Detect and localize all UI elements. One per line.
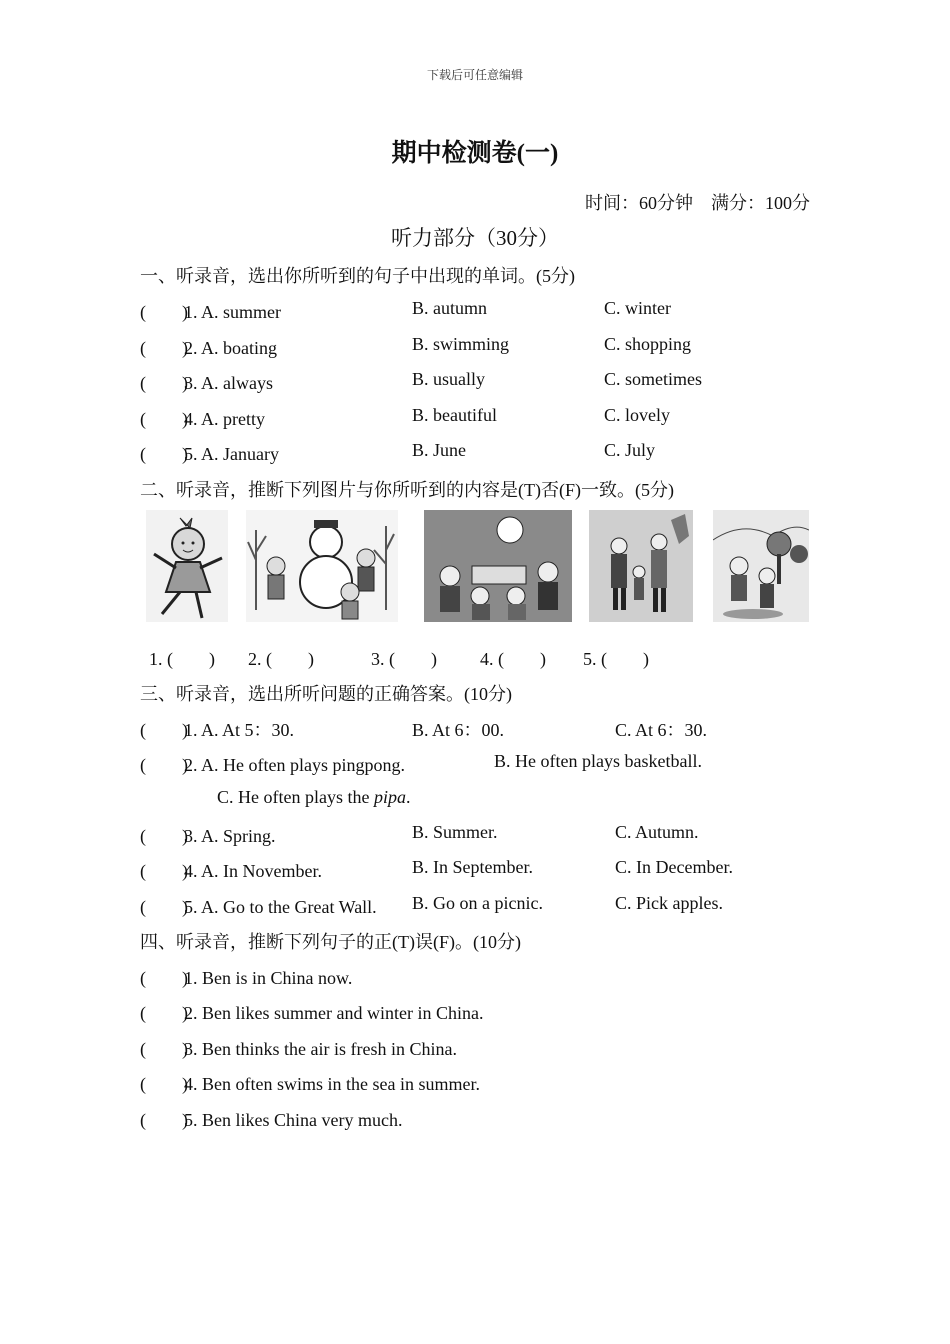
sec3-q1 xyxy=(140,716,294,742)
sec3-q4-c: C. In December. xyxy=(615,857,733,877)
answer-paren[interactable]: ( ) xyxy=(140,444,188,464)
sec1-q5-b: B. June xyxy=(412,440,466,460)
statement-text: 5. Ben likes China very much. xyxy=(184,1110,403,1130)
answer-paren[interactable]: ( ) xyxy=(140,1039,188,1059)
sec2-answer-3[interactable]: 3. ( ) xyxy=(371,649,437,669)
statement-text: 4. Ben often swims in the sea in summer. xyxy=(184,1074,480,1094)
sec1-q1 xyxy=(140,298,281,324)
option-a: 2. A. He often plays pingpong. xyxy=(184,755,405,775)
option-a: 1. A. summer xyxy=(184,302,281,322)
answer-paren[interactable]: ( ) xyxy=(140,338,188,358)
answer-paren[interactable]: ( ) xyxy=(140,897,188,917)
sec1-q2 xyxy=(140,334,277,360)
sec1-q5 xyxy=(140,440,279,466)
sec1-q3-c: C. sometimes xyxy=(604,369,702,389)
sec4-item-1 xyxy=(140,964,352,990)
statement-text: 2. Ben likes summer and winter in China. xyxy=(184,1003,484,1023)
statement-text: 3. Ben thinks the air is fresh in China. xyxy=(184,1039,457,1059)
sec3-q2 xyxy=(140,751,405,777)
answer-paren[interactable]: ( ) xyxy=(140,826,188,846)
sec1-q2-b: B. swimming xyxy=(412,334,510,354)
sec3-q4-b: B. In September. xyxy=(412,857,533,877)
section-3-heading: 三、听录音，选出所听问题的正确答案。(10分) xyxy=(140,684,512,704)
sec1-q5-c: C. July xyxy=(604,440,656,460)
picture-moon-family-table xyxy=(424,510,572,622)
answer-paren[interactable]: ( ) xyxy=(140,373,188,393)
option-a: 4. A. In November. xyxy=(184,861,322,881)
sec1-q3 xyxy=(140,369,273,395)
page-title: 期中检测卷(一) xyxy=(391,140,559,167)
sec3-q4 xyxy=(140,857,322,883)
answer-paren[interactable]: ( ) xyxy=(140,755,188,775)
picture-snowman-children xyxy=(246,510,398,622)
statement-text: 1. Ben is in China now. xyxy=(184,968,353,988)
sec3-q1-c: C. At 6：30. xyxy=(615,720,708,740)
section-1-heading: 一、听录音，选出你所听到的句子中出现的单词。(5分) xyxy=(140,266,575,286)
answer-paren[interactable]: ( ) xyxy=(140,409,188,429)
sec3-q5 xyxy=(140,893,377,919)
sec3-q2-c xyxy=(217,787,410,808)
option-a: 5. A. Go to the Great Wall. xyxy=(184,897,377,917)
sec4-item-3 xyxy=(140,1035,457,1061)
option-c-text: C. He often plays the xyxy=(217,787,374,807)
option-c-italic: pipa xyxy=(373,787,406,807)
sec1-q4 xyxy=(140,405,265,431)
option-a: 3. A. Spring. xyxy=(184,826,276,846)
sec2-answer-4[interactable]: 4. ( ) xyxy=(480,649,546,669)
sec1-q4-b: B. beautiful xyxy=(412,405,497,425)
sec3-q3-b: B. Summer. xyxy=(412,822,498,842)
sec3-q2-b: B. He often plays basketball. xyxy=(494,751,702,771)
sec4-item-4 xyxy=(140,1070,480,1096)
sec4-item-5 xyxy=(140,1106,402,1132)
sec1-q2-c: C. shopping xyxy=(604,334,692,354)
option-a: 3. A. always xyxy=(184,373,273,393)
sec3-q1-b: B. At 6：00. xyxy=(412,720,505,740)
sec1-q4-c: C. lovely xyxy=(604,405,670,425)
sec3-q5-c: C. Pick apples. xyxy=(615,893,723,913)
sec3-q3 xyxy=(140,822,276,848)
answer-paren[interactable]: ( ) xyxy=(140,1003,188,1023)
answer-paren[interactable]: ( ) xyxy=(140,968,188,988)
option-a: 5. A. January xyxy=(184,444,279,464)
sec2-answer-5[interactable]: 5. ( ) xyxy=(583,649,649,669)
listening-part-title: 听力部分（30分） xyxy=(391,226,559,250)
sec2-answer-1[interactable]: 1. ( ) xyxy=(149,649,215,669)
option-a: 4. A. pretty xyxy=(184,409,265,429)
answer-paren[interactable]: ( ) xyxy=(140,1074,188,1094)
sec1-q1-c: C. winter xyxy=(604,298,671,318)
sec4-item-2 xyxy=(140,999,483,1025)
sec3-q5-b: B. Go on a picnic. xyxy=(412,893,543,913)
picture-tree-planting xyxy=(713,510,809,622)
option-a: 2. A. boating xyxy=(184,338,277,358)
time-score-info: 时间：60分钟 满分：100分 xyxy=(585,193,810,213)
option-a: 1. A. At 5：30. xyxy=(184,720,295,740)
sec1-q1-b: B. autumn xyxy=(412,298,487,318)
sec3-q3-c: C. Autumn. xyxy=(615,822,699,842)
answer-paren[interactable]: ( ) xyxy=(140,861,188,881)
sec1-q3-b: B. usually xyxy=(412,369,486,389)
picture-family-autumn xyxy=(589,510,693,622)
section-2-heading: 二、听录音，推断下列图片与你所听到的内容是(T)否(F)一致。(5分) xyxy=(140,480,674,500)
sec2-answer-2[interactable]: 2. ( ) xyxy=(248,649,314,669)
section-4-heading: 四、听录音，推断下列句子的正(T)误(F)。(10分) xyxy=(140,932,521,952)
answer-paren[interactable]: ( ) xyxy=(140,302,188,322)
picture-dancing-girl xyxy=(146,510,228,622)
answer-paren[interactable]: ( ) xyxy=(140,720,188,740)
header-note: 下载后可任意编辑 xyxy=(426,68,523,82)
option-c-end: . xyxy=(405,787,411,807)
answer-paren[interactable]: ( ) xyxy=(140,1110,188,1130)
